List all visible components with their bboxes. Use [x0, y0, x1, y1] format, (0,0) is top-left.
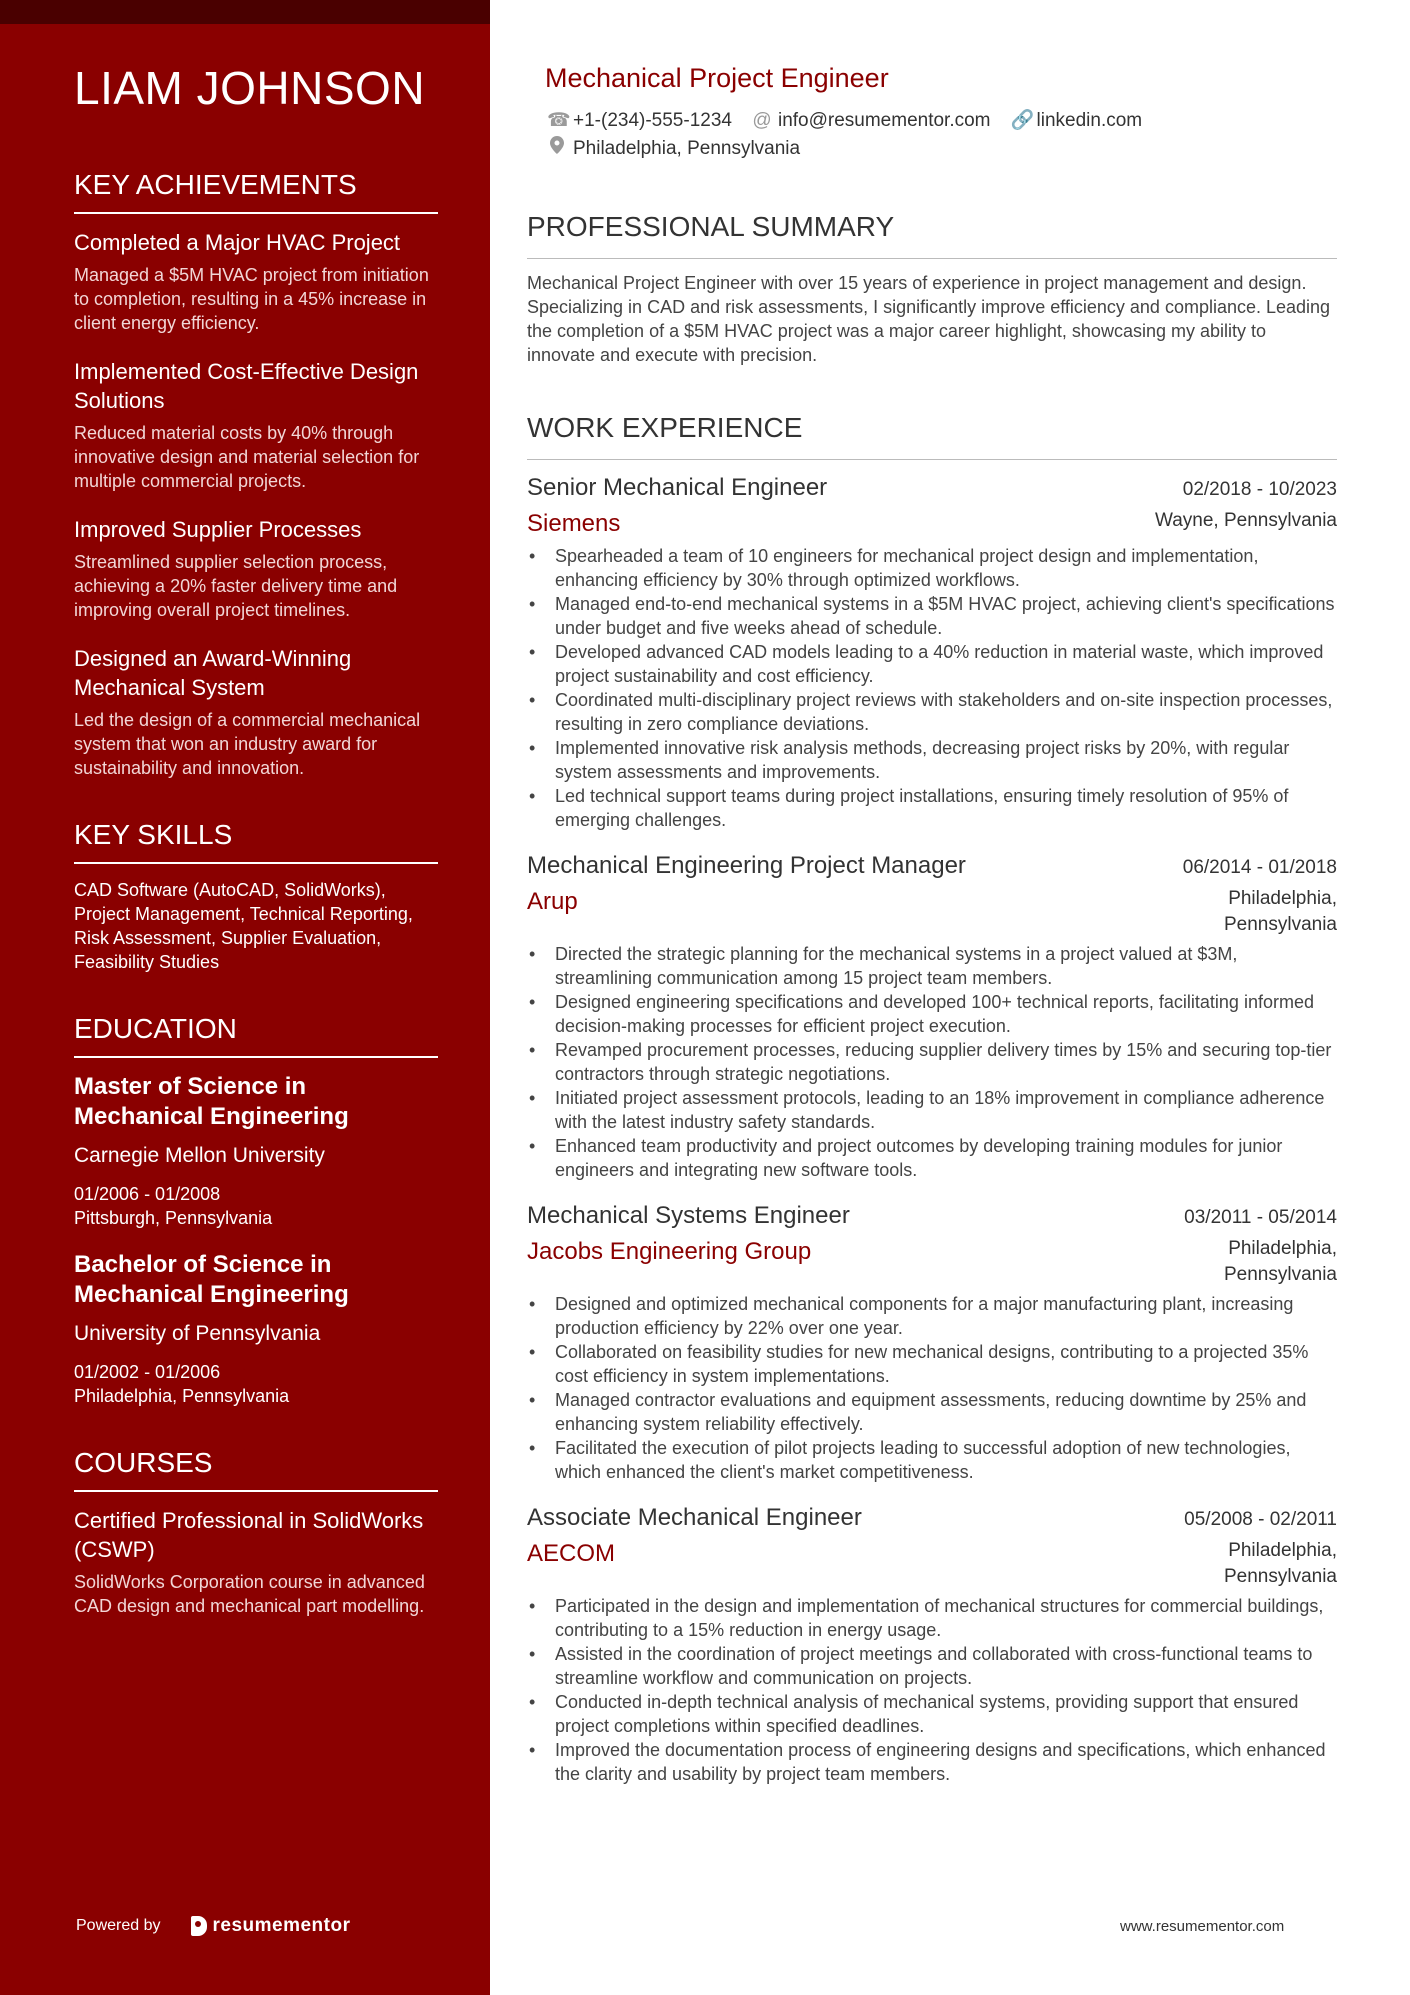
job-dates: 05/2008 - 02/2011: [1184, 1509, 1337, 1530]
bullet-item: • Facilitated the execution of pilot projects leading to successful adoption of new technologies, which enhanced the client's market competitiveness.: [527, 1436, 1337, 1484]
company-name: AECOM: [527, 1540, 616, 1567]
achievement-title: Designed an Award-Winning Mechanical System: [74, 646, 352, 700]
job-bullets: [527, 1292, 1337, 1484]
phone-text: +1-(234)-555-1234: [573, 110, 732, 131]
company-name: Arup: [527, 888, 578, 915]
email-text[interactable]: info@resumementor.com: [777, 110, 991, 131]
education-degree: Master of Science in Mechanical Engineering: [74, 1073, 349, 1130]
course-desc: SolidWorks Corporation course in advanced CAD design and mechanical part modelling.: [74, 1572, 425, 1616]
company-name: Siemens: [527, 510, 621, 537]
bullet-item: • Directed the strategic planning for the mechanical systems in a project valued at $3M, streamlining communication among 15 project team members.: [527, 942, 1337, 990]
job-location: Philadelphia, Pennsylvania: [1223, 888, 1337, 935]
summary-title: PROFESSIONAL SUMMARY: [527, 210, 1337, 259]
bullet-item: • Designed engineering specifications and developed 100+ technical reports, facilitating informed decision-making processes for efficient project execution.: [527, 990, 1337, 1038]
bullet-item: • Revamped procurement processes, reducing supplier delivery times by 15% and securing top-tier contractors through strategic negotiations.: [527, 1038, 1337, 1086]
skills-section: [74, 818, 438, 974]
job-location: Philadelphia, Pennsylvania: [1223, 1540, 1337, 1587]
contact-phone: [547, 108, 732, 134]
linkedin-text[interactable]: linkedin.com: [1036, 110, 1143, 131]
job-bullets: [527, 1594, 1337, 1786]
bullet-item: • Designed and optimized mechanical components for a major manufacturing plant, increasing production efficiency by 22% over one year.: [527, 1292, 1337, 1340]
achievement-desc: Reduced material costs by 40% through innovative design and material selection for multiple commercial projects.: [74, 423, 420, 491]
bullet-item: • Led technical support teams during project installations, ensuring timely resolution of 95% of emerging challenges.: [527, 784, 1337, 832]
powered-by-label: Powered by: [76, 1917, 161, 1934]
achievements-section: [74, 168, 438, 780]
education-location: Philadelphia, Pennsylvania: [74, 1386, 290, 1406]
bullet-item: • Implemented innovative risk analysis methods, decreasing project risks by 20%, with regular system assessments and improvements.: [527, 736, 1337, 784]
job-role: Mechanical Engineering Project Manager: [527, 852, 966, 879]
bullet-item: • Managed end-to-end mechanical systems in a $5M HVAC project, achieving client's specifications under budget and five weeks ahead of schedule.: [527, 592, 1337, 640]
link-icon: 🔗: [1010, 110, 1035, 131]
education-location: Pittsburgh, Pennsylvania: [74, 1208, 273, 1228]
sidebar: [0, 0, 490, 1995]
contact-location: [547, 136, 800, 162]
education-dates: 01/2006 - 01/2008: [74, 1184, 221, 1204]
bullet-item: • Coordinated multi-disciplinary project reviews with stakeholders and on-site inspection processes, resulting in zero compliance deviations.: [527, 688, 1337, 736]
job-role: Associate Mechanical Engineer: [527, 1504, 862, 1531]
bullet-item: • Initiated project assessment protocols, leading to an 18% improvement in compliance adherence with the latest industry safety standards.: [527, 1086, 1337, 1134]
job-bullets: [527, 544, 1337, 832]
contact-row-location: [547, 136, 1337, 162]
summary-text: Mechanical Project Engineer with over 15 years of experience in project management and design. Specializing in CAD and risk assessments, I significantly improve efficiency and compliance. Leading the completion of a $5M HVAC project was a major career highlight, showcasing my ability to innovate and execute with precision.: [527, 273, 1331, 365]
bullet-item: • Enhanced team productivity and project outcomes by developing training modules for junior engineers and integrating new software tools.: [527, 1134, 1337, 1182]
contact-email[interactable]: [752, 108, 991, 134]
job-bullets: [527, 942, 1337, 1182]
job-role: Senior Mechanical Engineer: [527, 474, 828, 501]
education-school: University of Pennsylvania: [74, 1322, 321, 1345]
sidebar-top-bar: [0, 0, 490, 24]
bullet-item: • Assisted in the coordination of project meetings and collaborated with cross-functional teams to streamline workflow and communication on projects.: [527, 1642, 1337, 1690]
company-name: Jacobs Engineering Group: [527, 1238, 812, 1265]
job-dates: 02/2018 - 10/2023: [1182, 479, 1337, 500]
achievement-title: Implemented Cost-Effective Design Solutions: [74, 359, 419, 413]
sidebar-content: [74, 60, 438, 1656]
job-entry: [527, 472, 1337, 832]
courses-section: [74, 1446, 438, 1618]
achievements-title: KEY ACHIEVEMENTS: [74, 168, 438, 214]
education-item: [74, 1072, 438, 1230]
brand-name: resumementor: [212, 1915, 351, 1936]
footer-url[interactable]: www.resumementor.com: [1120, 1918, 1285, 1935]
education-dates: 01/2002 - 01/2006: [74, 1362, 221, 1382]
course-item: [74, 1506, 438, 1618]
job-entry: [527, 1502, 1337, 1786]
contact-row: [547, 108, 1337, 134]
bullet-item: • Conducted in-depth technical analysis of mechanical systems, providing support that ensured project completions within specified deadlines.: [527, 1690, 1337, 1738]
job-entry: [527, 1200, 1337, 1484]
bullet-item: • Collaborated on feasibility studies for new mechanical designs, contributing to a projected 35% cost efficiency in system implementations.: [527, 1340, 1337, 1388]
bullet-item: • Developed advanced CAD models leading to a 40% reduction in material waste, which improved project sustainability and cost efficiency.: [527, 640, 1337, 688]
education-section: [74, 1012, 438, 1408]
job-dates: 06/2014 - 01/2018: [1182, 857, 1337, 878]
job-entry: [527, 850, 1337, 1182]
achievement-title: Improved Supplier Processes: [74, 517, 362, 542]
skills-list: CAD Software (AutoCAD, SolidWorks), Project Management, Technical Reporting, Risk Assessment, Supplier Evaluation, Feasibility Studies: [74, 880, 413, 972]
course-title: Certified Professional in SolidWorks (CSWP): [74, 1508, 424, 1562]
achievement-desc: Managed a $5M HVAC project from initiation to completion, resulting in a 45% increase in client energy efficiency.: [74, 265, 429, 333]
at-icon: @: [752, 110, 772, 131]
experience-title: WORK EXPERIENCE: [527, 411, 1337, 460]
education-title: EDUCATION: [74, 1012, 438, 1058]
candidate-name: LIAM JOHNSON: [74, 62, 426, 114]
location-text: Philadelphia, Pennsylvania: [573, 138, 801, 159]
job-dates: 03/2011 - 05/2014: [1184, 1207, 1337, 1228]
location-pin-icon: [547, 136, 567, 162]
job-location: Wayne, Pennsylvania: [1154, 510, 1337, 531]
education-school: Carnegie Mellon University: [74, 1144, 325, 1167]
resumementor-logo-icon: [191, 1916, 207, 1936]
main-content: [527, 60, 1337, 1804]
bullet-item: • Managed contractor evaluations and equipment assessments, reducing downtime by 25% and enhancing system reliability effectively.: [527, 1388, 1337, 1436]
achievement-title: Completed a Major HVAC Project: [74, 230, 401, 255]
achievement-item: [74, 228, 438, 335]
achievement-desc: Led the design of a commercial mechanical system that won an industry award for sustainability and innovation.: [74, 710, 421, 778]
achievement-item: [74, 644, 438, 780]
job-title: Mechanical Project Engineer: [545, 63, 889, 93]
courses-title: COURSES: [74, 1446, 438, 1492]
skills-title: KEY SKILLS: [74, 818, 438, 864]
bullet-item: • Improved the documentation process of engineering designs and specifications, which enhanced the clarity and usability by project team members.: [527, 1738, 1337, 1786]
phone-icon: ☎: [547, 110, 571, 131]
achievement-item: [74, 515, 438, 622]
bullet-item: • Spearheaded a team of 10 engineers for mechanical project design and implementation, enhancing efficiency by 30% through optimized workflows.: [527, 544, 1337, 592]
powered-by: [76, 1915, 351, 1937]
education-item: [74, 1250, 438, 1408]
bullet-item: • Participated in the design and implementation of mechanical structures for commercial buildings, contributing to a 15% reduction in energy usage.: [527, 1594, 1337, 1642]
achievement-desc: Streamlined supplier selection process, achieving a 20% faster delivery time and improving overall project timelines.: [74, 552, 398, 620]
education-degree: Bachelor of Science in Mechanical Engineering: [74, 1251, 349, 1308]
contact-linkedin[interactable]: [1011, 108, 1143, 134]
job-role: Mechanical Systems Engineer: [527, 1202, 850, 1229]
job-location: Philadelphia, Pennsylvania: [1223, 1238, 1337, 1285]
achievement-item: [74, 357, 438, 493]
